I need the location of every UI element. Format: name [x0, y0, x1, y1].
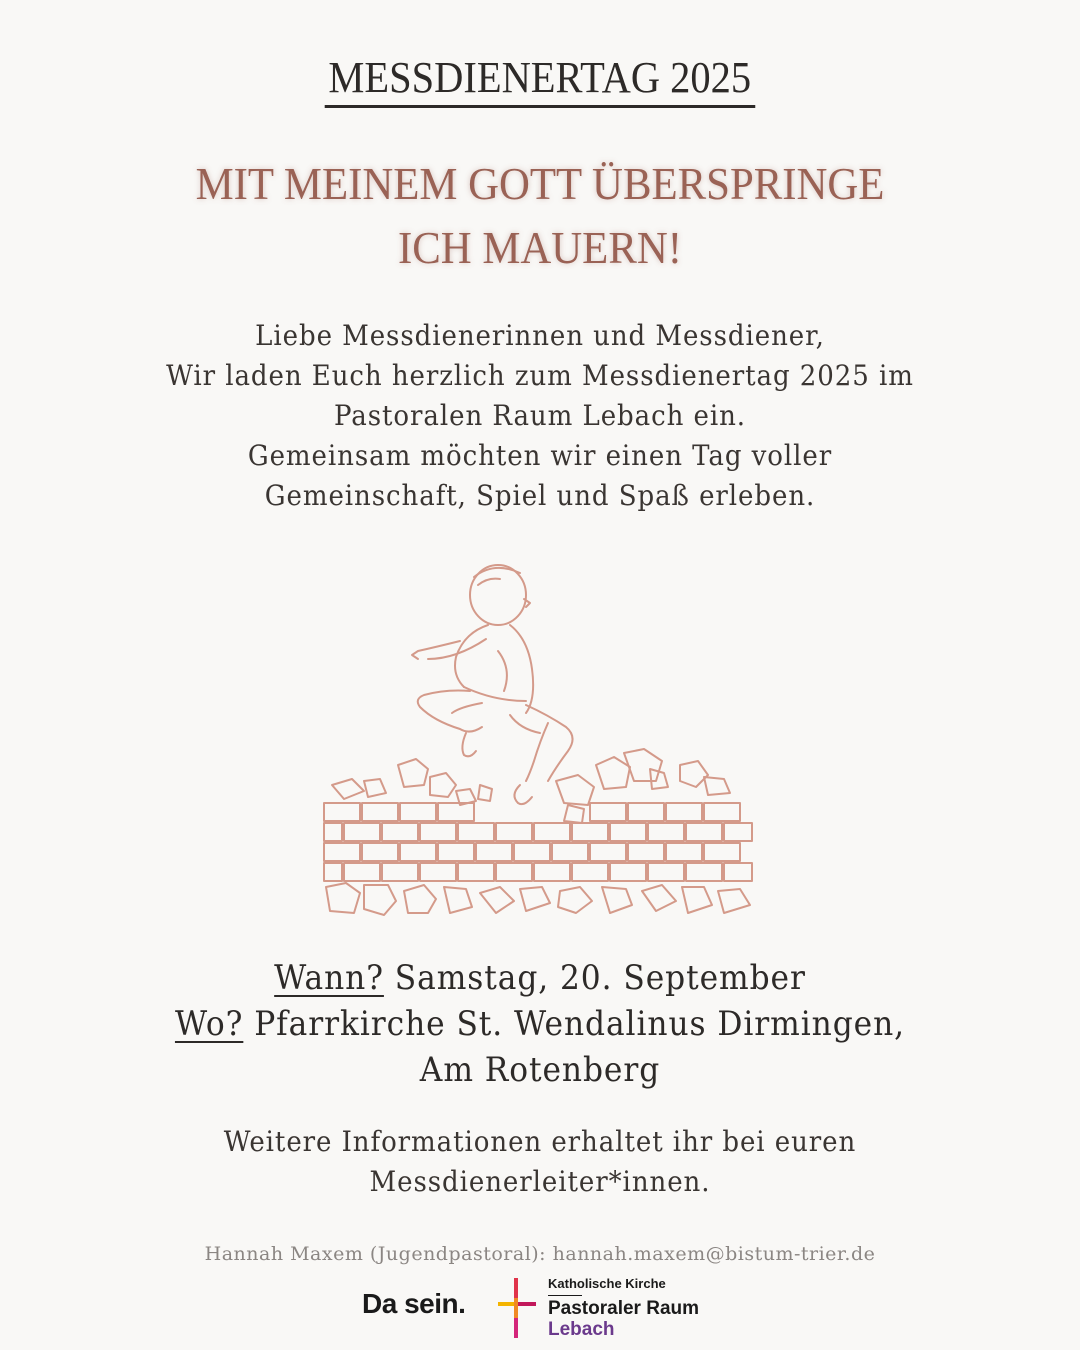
invitation-text — [0, 316, 1080, 516]
where-line — [43, 1001, 1037, 1047]
invitation-line: Gemeinsam möchten wir einen Tag voller — [247, 439, 833, 472]
where-label: Wo? — [174, 1004, 244, 1044]
slogan: Da sein. — [362, 1288, 466, 1319]
invitation-line: Liebe Messdienerinnen und Messdiener, — [255, 319, 825, 352]
further-info — [0, 1122, 1080, 1202]
motto — [0, 152, 1080, 280]
invitation-line: Wir laden Euch herzlich zum Messdienertag 2025 im — [166, 359, 914, 392]
when-value: Samstag, 20. September — [394, 958, 806, 998]
organization-logo — [362, 1276, 742, 1340]
when-line — [43, 955, 1037, 1001]
organization-name — [548, 1276, 699, 1340]
invitation-line: Gemeinschaft, Spiel und Spaß erleben. — [264, 479, 816, 512]
event-title-text: MESSDIENERTAG 2025 — [325, 52, 755, 108]
org-line-2: Pastoraler Raum — [548, 1298, 700, 1319]
event-title — [0, 52, 1080, 108]
child-jumping-wall-illustration — [320, 555, 760, 920]
org-line-1: Katholische Kirche — [548, 1276, 666, 1291]
info-line-2: Messdienerleiter*innen. — [369, 1165, 711, 1198]
motto-line-2: ICH MAUERN! — [397, 222, 682, 273]
where-line-2: Am Rotenberg — [419, 1050, 661, 1090]
rubble-stones-base — [326, 883, 750, 915]
contact-line: Hannah Maxem (Jugendpastoral): hannah.maxem@bistum-trier.de — [204, 1243, 876, 1265]
when-label: Wann? — [274, 958, 384, 998]
brick-wall — [324, 803, 752, 881]
colorful-cross-icon — [496, 1276, 540, 1340]
org-divider — [548, 1295, 582, 1296]
info-line-1: Weitere Informationen erhaltet ihr bei euren — [223, 1125, 857, 1158]
jumping-child-drawing — [412, 565, 573, 804]
invitation-line: Pastoralen Raum Lebach ein. — [333, 399, 747, 432]
where-value: Pfarrkirche St. Wendalinus Dirmingen, — [254, 1004, 906, 1044]
org-line-3: Lebach — [548, 1319, 615, 1340]
event-details — [0, 955, 1080, 1093]
rubble-stones-top — [332, 749, 730, 823]
motto-line-1: MIT MEINEM GOTT ÜBERSPRINGE — [195, 158, 885, 209]
